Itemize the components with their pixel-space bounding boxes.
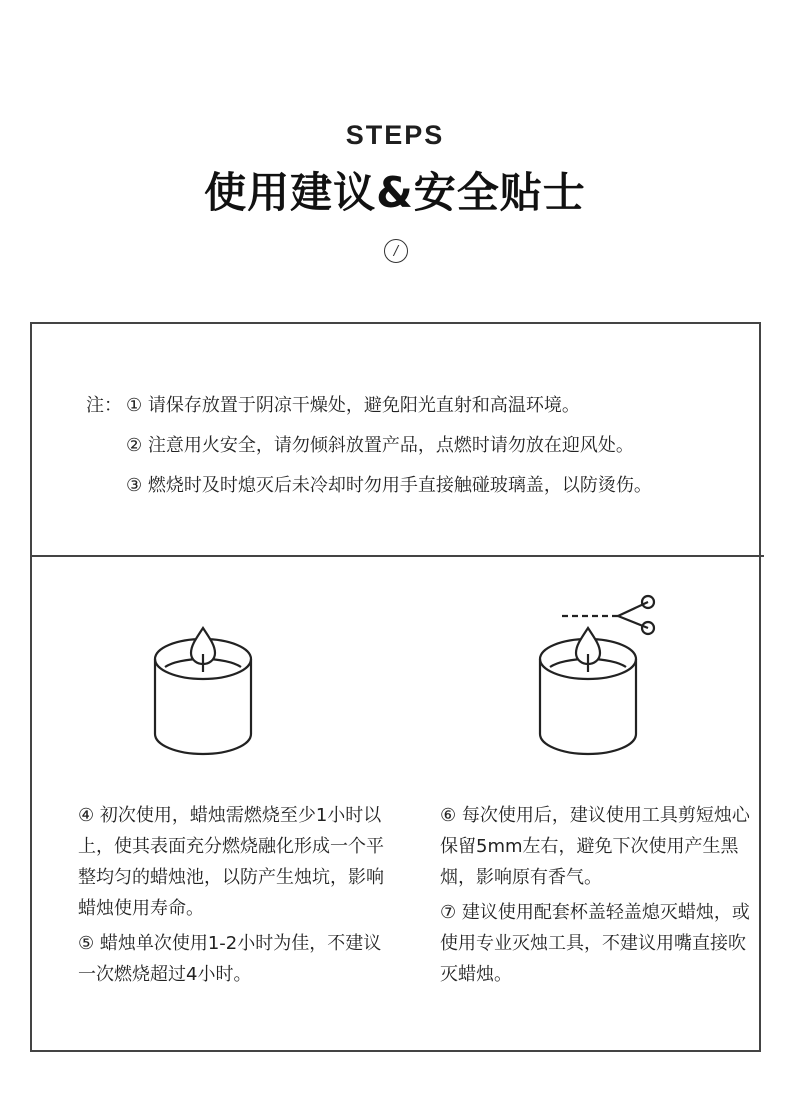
steps-right-column (440, 800, 750, 994)
step-paragraph: ④ 初次使用，蜡烛需燃烧至少1小时以上，使其表面充分燃烧融化形成一个平整均匀的蜡烛池，以防产生烛坑，影响蜡烛使用寿命。 (78, 805, 384, 919)
step-paragraph: ⑦ 建议使用配套杯盖轻盖熄灭蜡烛，或使用专业灭烛工具，不建议用嘴直接吹灭蜡烛。 (440, 902, 750, 985)
note-prefix: 注： (86, 395, 122, 416)
note-row-1 (86, 386, 652, 426)
step-paragraph: ⑥ 每次使用后，建议使用工具剪短烛心保留5mm左右，避免下次使用产生黑烟，影响原有香气。 (440, 805, 750, 888)
step-paragraph: ⑤ 蜡烛单次使用1-2小时为佳，不建议一次燃烧超过4小时。 (78, 933, 382, 985)
page-title: 使用建议&安全贴士 (204, 168, 586, 217)
note-item: ② 注意用火安全，请勿倾斜放置产品，点燃时请勿放在迎风处。 (126, 435, 634, 456)
steps-left-column (78, 800, 388, 994)
section-eyebrow: STEPS (345, 120, 445, 150)
candle-icon (148, 622, 258, 758)
section-divider (30, 555, 764, 557)
note-row-3 (86, 466, 652, 506)
divider-badge: / (384, 239, 408, 263)
candle-wick-trim-icon (532, 594, 662, 758)
note-row-2 (86, 426, 652, 466)
note-item: ① 请保存放置于阴凉干燥处，避免阳光直射和高温环境。 (126, 395, 580, 416)
note-item: ③ 燃烧时及时熄灭后未冷却时勿用手直接触碰玻璃盖，以防烫伤。 (126, 475, 652, 496)
safety-notes (86, 386, 652, 506)
